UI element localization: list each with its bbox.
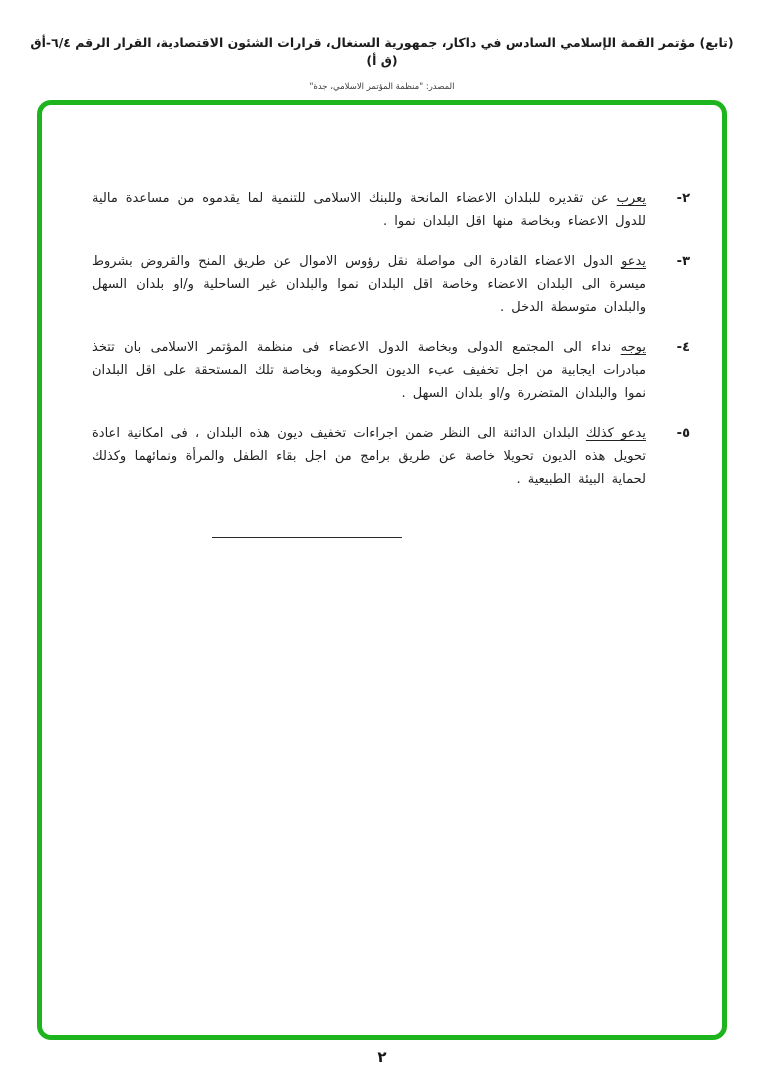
paragraph-text: [92, 187, 646, 233]
paragraph-body: الدول الاعضاء القادرة الى مواصلة نقل رؤوس الاموال عن طريق المنح والقروض بشروط ميسرة الى البلدان الاعضاء وخاصة اقل البلدان نموا والبلدان غير الساحلية و/او بلدان السهل والبلدان متوسطة الدخل .: [92, 254, 646, 315]
paragraph-4: [92, 336, 690, 405]
header-source-line: المصدر: "منظمة المؤتمر الاسلامي، جدة": [309, 82, 455, 92]
section-divider: [212, 537, 402, 538]
paragraph-2: [92, 187, 690, 233]
paragraph-number: ٣-: [676, 254, 690, 269]
page-number: ٢: [377, 1048, 387, 1066]
paragraph-body: البلدان الدائنة الى النظر ضمن اجراءات تخفيف ديون هذه البلدان ، فى امكانية اعادة تحويل هذه الديون تحويلا خاصة عن طريق برامج من اجل بقاء الطفل والمرأة ونمائهما وكذلك لحماية البيئة الطبيعية .: [92, 426, 646, 487]
paragraph-3: [92, 250, 690, 319]
paragraph-body: عن تقديره للبلدان الاعضاء المانحة وللبنك الاسلامى للتنمية لما يقدموه من مساعدة مالية للدول الاعضاء وبخاصة منها اقل البلدان نموا .: [92, 191, 646, 229]
document-frame: [37, 100, 727, 1040]
paragraph-text: [92, 336, 646, 405]
document-body: [92, 187, 690, 538]
paragraph-number: ٤-: [676, 340, 690, 355]
paragraph-lead-verb: يدعو كذلك: [585, 426, 646, 441]
document-header: [24, 34, 740, 92]
paragraph-lead-verb: يدعو: [621, 254, 646, 269]
paragraph-lead-verb: يعرب: [616, 191, 646, 206]
paragraph-5: [92, 422, 690, 491]
paragraph-number: ٢-: [676, 191, 690, 206]
paragraph-body: نداء الى المجتمع الدولى وبخاصة الدول الاعضاء فى منظمة المؤتمر الاسلامى بان تتخذ مبادرات ايجابية من اجل تخفيف عبء الديون الحكومية وبخاصة تلك المستحقة على اقل البلدان نموا والبلدان المتضررة و/او بلدان السهل .: [92, 340, 646, 401]
header-title: (تابع) مؤتمر القمة الإسلامي السادس في داكار، جمهورية السنغال، قرارات الشئون الاقتصادية، القرار الرقم ٦/٤-أق (ق أ): [30, 35, 734, 68]
paragraph-number: ٥-: [676, 426, 690, 441]
paragraph-text: [92, 250, 646, 319]
paragraph-lead-verb: يوجه: [620, 340, 647, 355]
paragraph-text: [92, 422, 646, 491]
